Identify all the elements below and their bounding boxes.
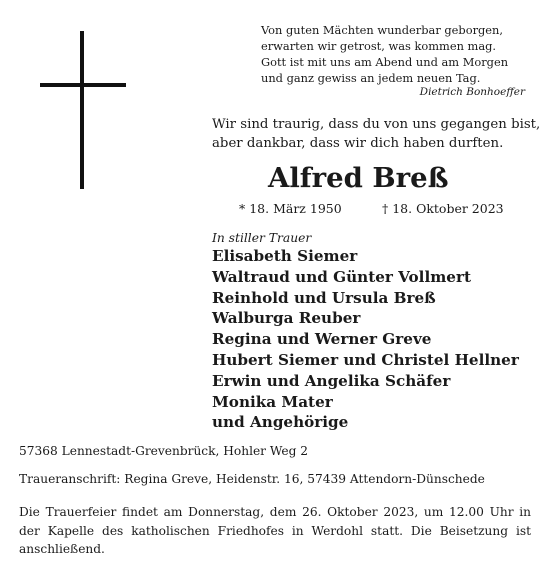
mourner-name: Elisabeth Siemer	[212, 247, 358, 265]
poem-line: Gott ist mit uns am Abend und am Morgen	[261, 55, 509, 69]
mourner-name: Regina und Werner Greve	[212, 330, 432, 349]
mourner-name: Reinhold und Ursula Breß	[212, 288, 436, 307]
poem-line: Von guten Mächten wunderbar geborgen,	[261, 23, 504, 37]
funeral-notice: Die Trauerfeier findet am Donnerstag, dem 26. Oktober 2023, um 12.00 Uhr in der Kapelle des katholischen Friedhofes in Werdohl statt. Die Beisetzung ist anschließend.	[19, 505, 531, 556]
intro-line: Wir sind traurig, dass du von uns gegangen bist,	[212, 117, 541, 132]
mourner-name: Waltraud und Günter Vollmert	[212, 267, 471, 286]
poem-line: erwarten wir getrost, was kommen mag.	[261, 39, 497, 53]
cross-icon-bar	[40, 83, 126, 87]
mourner-name: und Angehörige	[212, 413, 349, 432]
death-date: † 18. Oktober 2023	[382, 201, 504, 216]
mourners-heading: In stiller Trauer	[212, 231, 312, 245]
mourners-list	[212, 246, 519, 433]
poem	[261, 22, 508, 86]
mourner-name: Monika Mater	[212, 392, 333, 411]
deceased-name: Alfred Breß	[268, 162, 449, 194]
intro-line: aber dankbar, dass wir dich haben durften.	[212, 136, 504, 151]
birth-date: * 18. März 1950	[239, 201, 342, 216]
poem-line: und ganz gewiss an jedem neuen Tag.	[261, 71, 481, 85]
poem-author: Dietrich Bonhoeffer	[419, 86, 525, 98]
cross-icon	[80, 31, 84, 189]
family-address: 57368 Lennestadt-Grevenbrück, Hohler Weg 2	[19, 444, 309, 458]
condolence-address: Traueranschrift: Regina Greve, Heidenstr. 16, 57439 Attendorn-Dünschede	[19, 472, 485, 486]
intro-text	[212, 115, 540, 153]
mourner-name: Erwin und Angelika Schäfer	[212, 371, 451, 390]
mourner-name: Hubert Siemer und Christel Hellner	[212, 350, 519, 369]
mourner-name: Walburga Reuber	[212, 309, 361, 328]
